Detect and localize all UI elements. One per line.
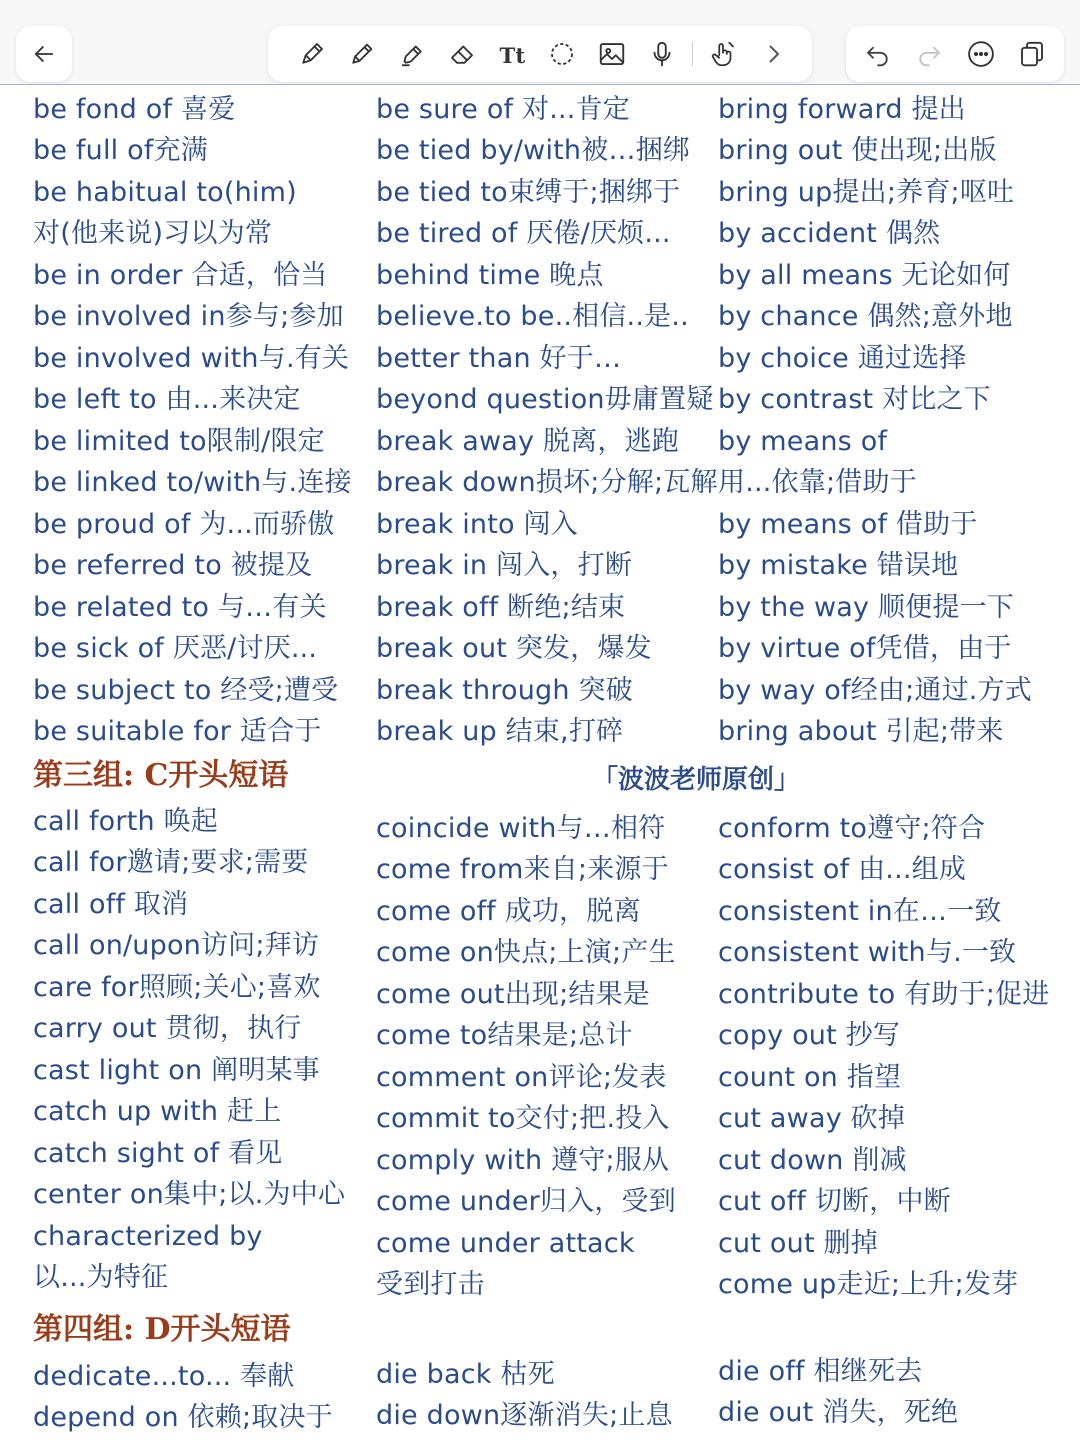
phrase-item: come off 成功，脱离 [376,896,641,927]
phrase-item: behind time 晚点 [376,260,604,291]
phrase-item: depend on 依赖;取决于 [33,1402,333,1433]
phrase-item: by chance 偶然;意外地 [718,301,1013,332]
phrase-item: bring about 引起;带来 [718,716,1004,747]
phrase-item: come out出现;结果是 [376,979,650,1010]
image-icon [597,39,627,69]
phrase-item: characterized by [33,1221,263,1252]
phrase-item: catch up with 赶上 [33,1096,282,1127]
pages-button[interactable] [1010,32,1054,76]
text-tool-button[interactable] [490,32,534,76]
phrase-item: cast light on 阐明某事 [33,1055,320,1086]
redo-button[interactable] [907,32,951,76]
phrase-item: break down损坏;分解;瓦解 [376,467,718,498]
phrase-item: be referred to 被提及 [33,550,313,581]
highlighter-tool-button[interactable] [390,32,434,76]
section-heading: 第四组: D开头短语 [33,1312,291,1347]
phrase-item: be involved in参与;参加 [33,301,344,332]
phrase-item: by mistake 错误地 [718,550,959,581]
phrase-item: come from来自;来源于 [376,854,669,885]
phrase-item: come under attack [376,1228,635,1259]
text-tool-icon [497,39,527,69]
phrase-item: come up走近;上升;发芽 [718,1269,1019,1300]
phrase-item: by virtue of凭借，由于 [718,633,1012,664]
phrase-item: comply with 遵守;服从 [376,1145,670,1176]
phrase-item: comment on评论;发表 [376,1062,667,1093]
pen-icon [297,39,327,69]
eraser-tool-button[interactable] [440,32,484,76]
phrase-item: be suitable for 适合于 [33,716,322,747]
phrase-item: be sick of 厌恶/讨厌... [33,633,318,664]
phrase-item: count on 指望 [718,1062,902,1093]
phrase-item: be left to 由...来决定 [33,384,301,415]
phrase-item: contribute to 有助于;促进 [718,979,1050,1010]
touch-hand-icon [708,39,738,69]
drawing-tools-bar [268,26,812,82]
phrase-item: beyond question毋庸置疑 [376,384,714,415]
eraser-icon [447,39,477,69]
phrase-item: break in 闯入，打断 [376,550,633,581]
note-canvas[interactable] [0,85,1080,1440]
phrase-item: catch sight of 看见 [33,1138,283,1169]
touch-draw-button[interactable] [701,32,745,76]
more-button[interactable] [959,32,1003,76]
phrase-item: be related to 与…有关 [33,592,327,623]
phrase-item: break away 脱离，逃跑 [376,426,679,457]
phrase-item: break into 闯入 [376,509,578,540]
phrase-item: break out 突发，爆发 [376,633,652,664]
phrase-item: die off 相继死去 [718,1356,923,1387]
phrase-item: cut out 删掉 [718,1228,878,1259]
pencil-tool-button[interactable] [340,32,384,76]
phrase-item: by all means 无论如何 [718,260,1011,291]
phrase-item: die back 枯死 [376,1359,555,1390]
chevron-right-icon [758,39,788,69]
phrase-item: conform to遵守;符合 [718,813,986,844]
pencil-icon [347,39,377,69]
back-button[interactable] [16,26,72,82]
toolbar-divider [692,42,693,66]
phrase-item: by accident 偶然 [718,218,941,249]
phrase-item: center on集中;以.为中心 [33,1179,346,1210]
svg-text:Tt: Tt [499,43,526,69]
phrase-item: copy out 抄写 [718,1020,901,1051]
expand-tools-button[interactable] [751,32,795,76]
phrase-item: better than 好于… [376,343,622,374]
highlighter-icon [397,39,427,69]
undo-button[interactable] [856,32,900,76]
phrase-item: believe.to be..相信..是.. [376,301,689,332]
phrase-item: be fond of 喜爱 [33,94,236,125]
phrase-item: bring forward 提出 [718,94,966,125]
phrase-item: be tied by/with被…捆绑 [376,135,691,166]
phrase-item: cut away 砍掉 [718,1103,906,1134]
pages-icon [1017,39,1047,69]
arrow-left-icon [30,40,58,68]
phrase-item: dedicate...to... 奉献 [33,1361,295,1392]
phrase-item: 对(他来说)习以为常 [33,218,273,249]
lasso-tool-button[interactable] [540,32,584,76]
phrase-item: be proud of 为...而骄傲 [33,509,335,540]
author-credit: 「波波老师原创」 [592,765,801,795]
phrase-item: be full of充满 [33,135,208,166]
more-icon [966,39,996,69]
phrase-item: by the way 顺便提一下 [718,592,1014,623]
pen-tool-button[interactable] [290,32,334,76]
image-tool-button[interactable] [590,32,634,76]
phrase-item: call off 取消 [33,889,189,920]
toolbar [0,0,1080,84]
phrase-item: come under归入，受到 [376,1186,676,1217]
phrase-item: by means of 借助于 [718,509,978,540]
phrase-item: die out 消失，死绝 [718,1397,959,1428]
phrase-item: carry out 贯彻，执行 [33,1013,302,1044]
phrase-item: 以...为特征 [33,1262,169,1293]
phrase-item: 受到打击 [376,1269,485,1300]
phrase-item: by means of [718,426,888,457]
microphone-button[interactable] [640,32,684,76]
phrase-item: break through 突破 [376,675,633,706]
phrase-item: cut down 削减 [718,1145,907,1176]
phrase-item: bring out 使出现;出版 [718,135,997,166]
phrase-item: be subject to 经受;遭受 [33,675,339,706]
phrase-item: be habitual to(him) [33,177,297,208]
phrase-item: be limited to限制/限定 [33,426,325,457]
phrase-item: die down逐渐消失;止息 [376,1400,673,1431]
undo-icon [863,39,893,69]
phrase-item: bring up提出;养育;呕吐 [718,177,1015,208]
phrase-item: consistent with与.一致 [718,937,1017,968]
phrase-item: call for邀请;要求;需要 [33,847,309,878]
phrase-item: by way of经由;通过.方式 [718,675,1032,706]
microphone-icon [647,39,677,69]
phrase-item: 用...依靠;借助于 [718,467,917,498]
phrase-item: break off 断绝;结束 [376,592,626,623]
document-actions-bar [846,26,1064,82]
phrase-item: call forth 唤起 [33,806,218,837]
phrase-item: break up 结束,打碎 [376,716,624,747]
phrase-item: be involved with与.有关 [33,343,350,374]
phrase-item: by choice 通过选择 [718,343,967,374]
section-heading: 第三组: C开头短语 [33,758,289,793]
phrase-item: by contrast 对比之下 [718,384,991,415]
phrase-item: call on/upon访问;拜访 [33,930,320,961]
lasso-icon [547,39,577,69]
phrase-item: come to结果是;总计 [376,1020,633,1051]
phrase-item: be sure of 对...肯定 [376,94,630,125]
redo-icon [914,39,944,69]
phrase-item: consistent in在…一致 [718,896,1002,927]
phrase-item: come on快点;上演;产生 [376,937,676,968]
phrase-item: coincide with与…相符 [376,813,666,844]
phrase-item: be linked to/with与.连接 [33,467,352,498]
phrase-item: consist of 由...组成 [718,854,967,885]
phrase-item: be in order 合适，恰当 [33,260,328,291]
phrase-item: commit to交付;把.投入 [376,1103,670,1134]
phrase-item: be tired of 厌倦/厌烦... [376,218,671,249]
phrase-item: be tied to束缚于;捆绑于 [376,177,681,208]
phrase-item: care for照顾;关心;喜欢 [33,972,321,1003]
phrase-item: cut off 切断，中断 [718,1186,951,1217]
